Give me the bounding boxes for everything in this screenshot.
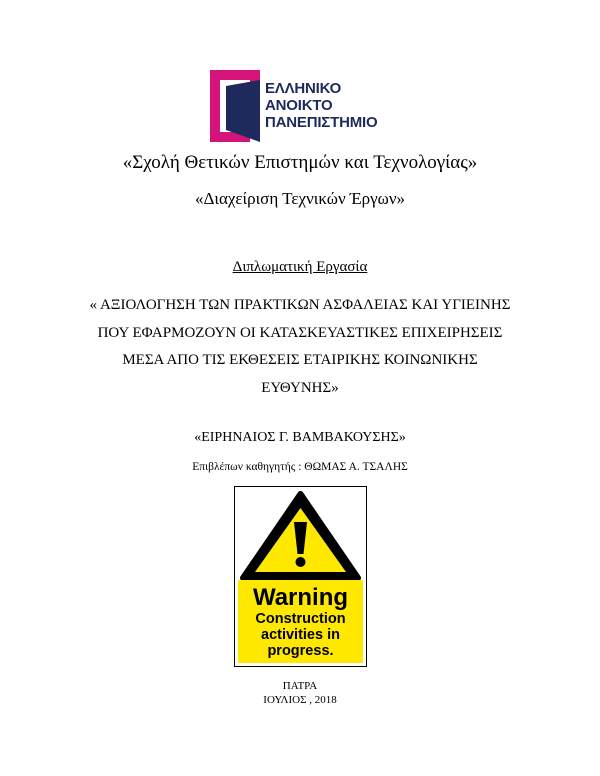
supervisor-line: Επιβλέπων καθηγητής : ΘΩΜΑΣ Α. ΤΣΑΛΗΣ [192,461,408,473]
city: ΠΑΤΡΑ [282,680,318,692]
logo-wordmark [265,80,377,131]
document-type: Διπλωματική Εργασία [232,259,368,275]
author-name: «ΕΙΡΗΝΑΙΟΣ Γ. ΒΑΜΒΑΚΟΥΣΗΣ» [194,430,406,445]
warning-heading: Warning [252,584,349,611]
warning-line-2: activities in [261,627,340,643]
logo-line-3: ΠΑΝΕΠΙΣΤΗΜΙΟ [265,114,378,131]
course-name: «Διαχείριση Τεχνικών Έργων» [194,189,406,208]
university-logo [210,70,410,142]
thesis-title [0,292,600,402]
title-line-3: ΜΕΣΑ ΑΠΟ ΤΙΣ ΕΚΘΕΣΕΙΣ ΕΤΑΙΡΙΚΗΣ ΚΟΙΝΩΝΙΚΗΣ [122,352,478,368]
eap-logo-mark-icon [210,70,262,142]
logo-line-2: ΑΝΟΙΚΤΟ [265,97,333,114]
title-line-4: ΕΥΘΥΝΗΣ» [261,379,339,396]
title-line-2: ΠΟΥ ΕΦΑΡΜΟΖΟΥΝ ΟΙ ΚΑΤΑΣΚΕΥΑΣΤΙΚΕΣ ΕΠΙΧΕΙΡΗΣΕΙΣ [97,324,503,341]
date: ΙΟΥΛΙΟΣ , 2018 [263,694,337,706]
warning-line-1: Construction [255,611,346,627]
title-line-1: « ΑΞΙΟΛΟΓΗΣΗ ΤΩΝ ΠΡΑΚΤΙΚΩΝ ΑΣΦΑΛΕΙΑΣ ΚΑΙ ΥΓΙΕΙΝΗΣ [89,297,511,313]
warning-sign [234,486,367,667]
school-name: «Σχολή Θετικών Επιστημών και Τεχνολογίας» [122,152,478,173]
warning-line-3: progress. [267,643,334,659]
logo-line-1: ΕΛΛΗΝΙΚΟ [265,80,342,97]
